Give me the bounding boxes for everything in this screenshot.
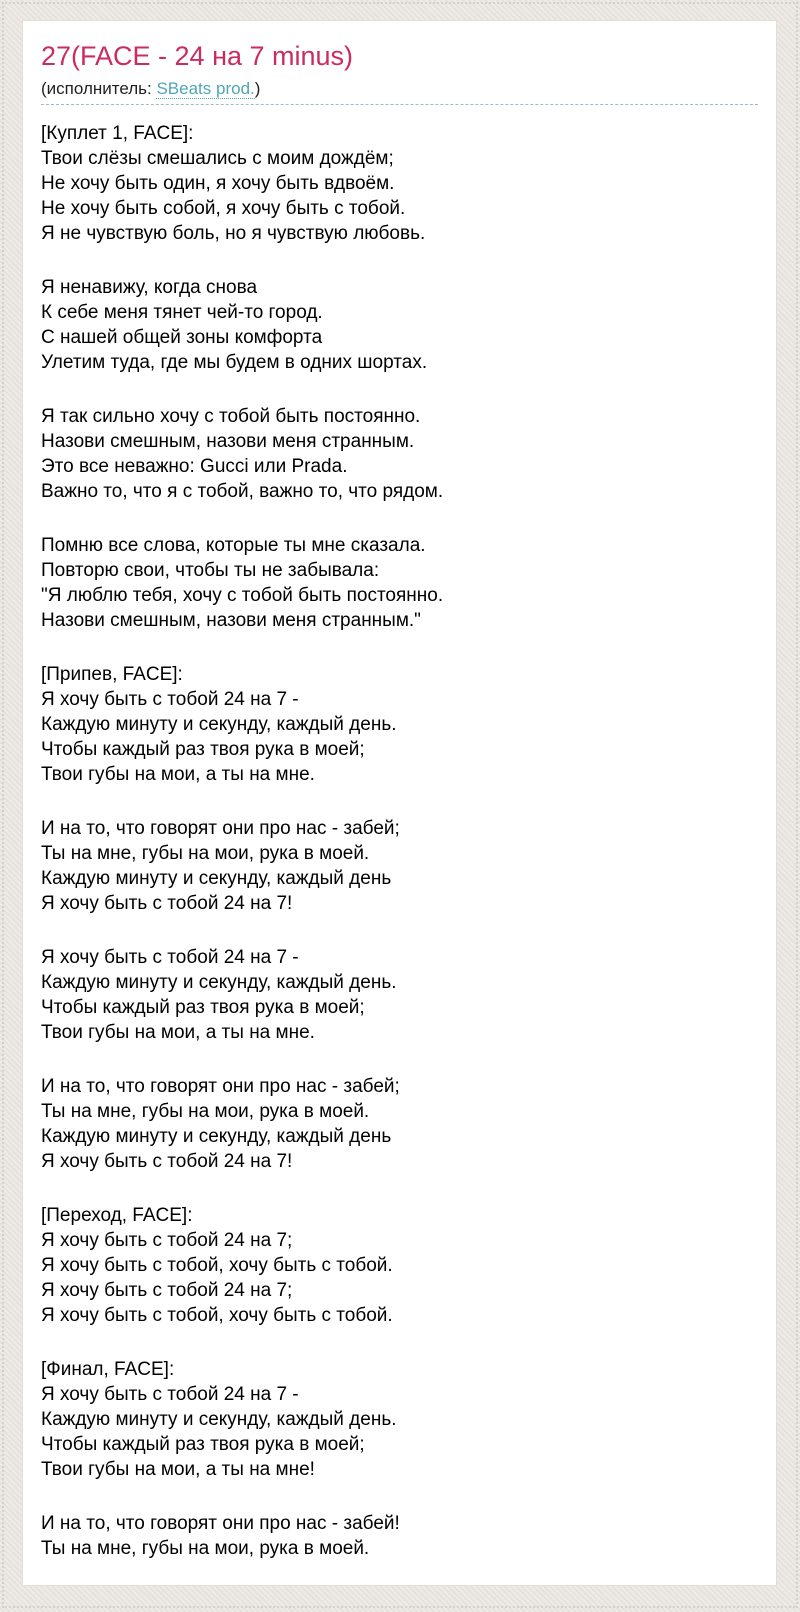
lyric-line: Это все неважно: Gucci или Prada.: [41, 456, 348, 478]
lyrics-card: [22, 20, 777, 1586]
lyric-line: Помню все слова, которые ты мне сказала.: [41, 535, 426, 557]
lyric-line: Ты на мне, губы на мои, рука в моей.: [41, 1101, 370, 1123]
lyric-line: Я хочу быть с тобой 24 на 7;: [41, 1280, 293, 1302]
lyric-line: "Я люблю тебя, хочу с тобой быть постоянно.: [41, 585, 444, 607]
lyric-line: И на то, что говорят они про нас - забей!: [41, 1513, 400, 1535]
artist-line: [41, 79, 758, 99]
lyrics-text: [41, 121, 758, 1561]
page-title: 27(FACE - 24 на 7 minus): [41, 41, 354, 71]
lyric-line: Я хочу быть с тобой 24 на 7 -: [41, 947, 299, 969]
lyric-line: [Припев, FACE]:: [41, 664, 183, 686]
artist-line-suffix: ): [254, 79, 261, 99]
stanza: [41, 662, 758, 787]
lyric-line: С нашей общей зоны комфорта: [41, 327, 323, 349]
stanza: [41, 945, 758, 1045]
lyric-line: [Переход, FACE]:: [41, 1205, 193, 1227]
lyric-line: Каждую минуту и секунду, каждый день.: [41, 714, 397, 736]
lyric-line: Ты на мне, губы на мои, рука в моей.: [41, 843, 370, 865]
lyric-line: Я хочу быть с тобой 24 на 7!: [41, 1151, 293, 1173]
artist-label: (исполнитель:: [41, 79, 152, 99]
lyric-line: Назови смешным, назови меня странным.: [41, 431, 415, 453]
lyric-line: Твои губы на мои, а ты на мне!: [41, 1459, 315, 1481]
lyric-line: Чтобы каждый раз твоя рука в моей;: [41, 739, 365, 761]
lyric-line: Я так сильно хочу с тобой быть постоянно.: [41, 406, 421, 428]
lyric-line: [Финал, FACE]:: [41, 1359, 175, 1381]
lyric-line: Я хочу быть с тобой 24 на 7!: [41, 893, 293, 915]
lyric-line: Я хочу быть с тобой, хочу быть с тобой.: [41, 1305, 393, 1327]
lyric-line: Каждую минуту и секунду, каждый день: [41, 868, 392, 890]
lyric-line: Твои слёзы смешались с моим дождём;: [41, 148, 394, 170]
lyric-line: Твои губы на мои, а ты на мне.: [41, 764, 315, 786]
lyric-line: Я хочу быть с тобой, хочу быть с тобой.: [41, 1255, 393, 1277]
stanza: [41, 1203, 758, 1328]
lyric-line: И на то, что говорят они про нас - забей;: [41, 1076, 400, 1098]
lyric-line: Твои губы на мои, а ты на мне.: [41, 1022, 315, 1044]
lyric-line: Не хочу быть собой, я хочу быть с тобой.: [41, 198, 406, 220]
song-header: [41, 41, 758, 105]
lyric-line: Не хочу быть один, я хочу быть вдвоём.: [41, 173, 395, 195]
lyric-line: Повторю свои, чтобы ты не забывала:: [41, 560, 380, 582]
lyric-line: Ты на мне, губы на мои, рука в моей.: [41, 1538, 370, 1560]
lyric-line: Я хочу быть с тобой 24 на 7 -: [41, 1384, 299, 1406]
lyric-line: Каждую минуту и секунду, каждый день.: [41, 972, 397, 994]
lyric-line: Чтобы каждый раз твоя рука в моей;: [41, 997, 365, 1019]
lyric-line: Каждую минуту и секунду, каждый день: [41, 1126, 392, 1148]
lyric-line: Каждую минуту и секунду, каждый день.: [41, 1409, 397, 1431]
stanza: [41, 816, 758, 916]
stanza: [41, 1357, 758, 1482]
lyric-line: Я хочу быть с тобой 24 на 7;: [41, 1230, 293, 1252]
lyric-line: Я не чувствую боль, но я чувствую любовь.: [41, 223, 426, 245]
lyric-line: [Куплет 1, FACE]:: [41, 123, 194, 145]
lyric-line: Я хочу быть с тобой 24 на 7 -: [41, 689, 299, 711]
stanza: [41, 1074, 758, 1174]
lyric-line: Важно то, что я с тобой, важно то, что рядом.: [41, 481, 444, 503]
lyric-line: Улетим туда, где мы будем в одних шортах.: [41, 352, 428, 374]
lyric-line: И на то, что говорят они про нас - забей;: [41, 818, 400, 840]
artist-link[interactable]: SBeats prod.: [156, 79, 255, 99]
stanza: [41, 275, 758, 375]
stanza: [41, 533, 758, 633]
stanza: [41, 121, 758, 246]
lyric-line: Чтобы каждый раз твоя рука в моей;: [41, 1434, 365, 1456]
lyric-line: Назови смешным, назови меня странным.": [41, 610, 421, 632]
stanza: [41, 404, 758, 504]
stanza: [41, 1511, 758, 1561]
lyric-line: К себе меня тянет чей-то город.: [41, 302, 323, 324]
lyric-line: Я ненавижу, когда снова: [41, 277, 258, 299]
